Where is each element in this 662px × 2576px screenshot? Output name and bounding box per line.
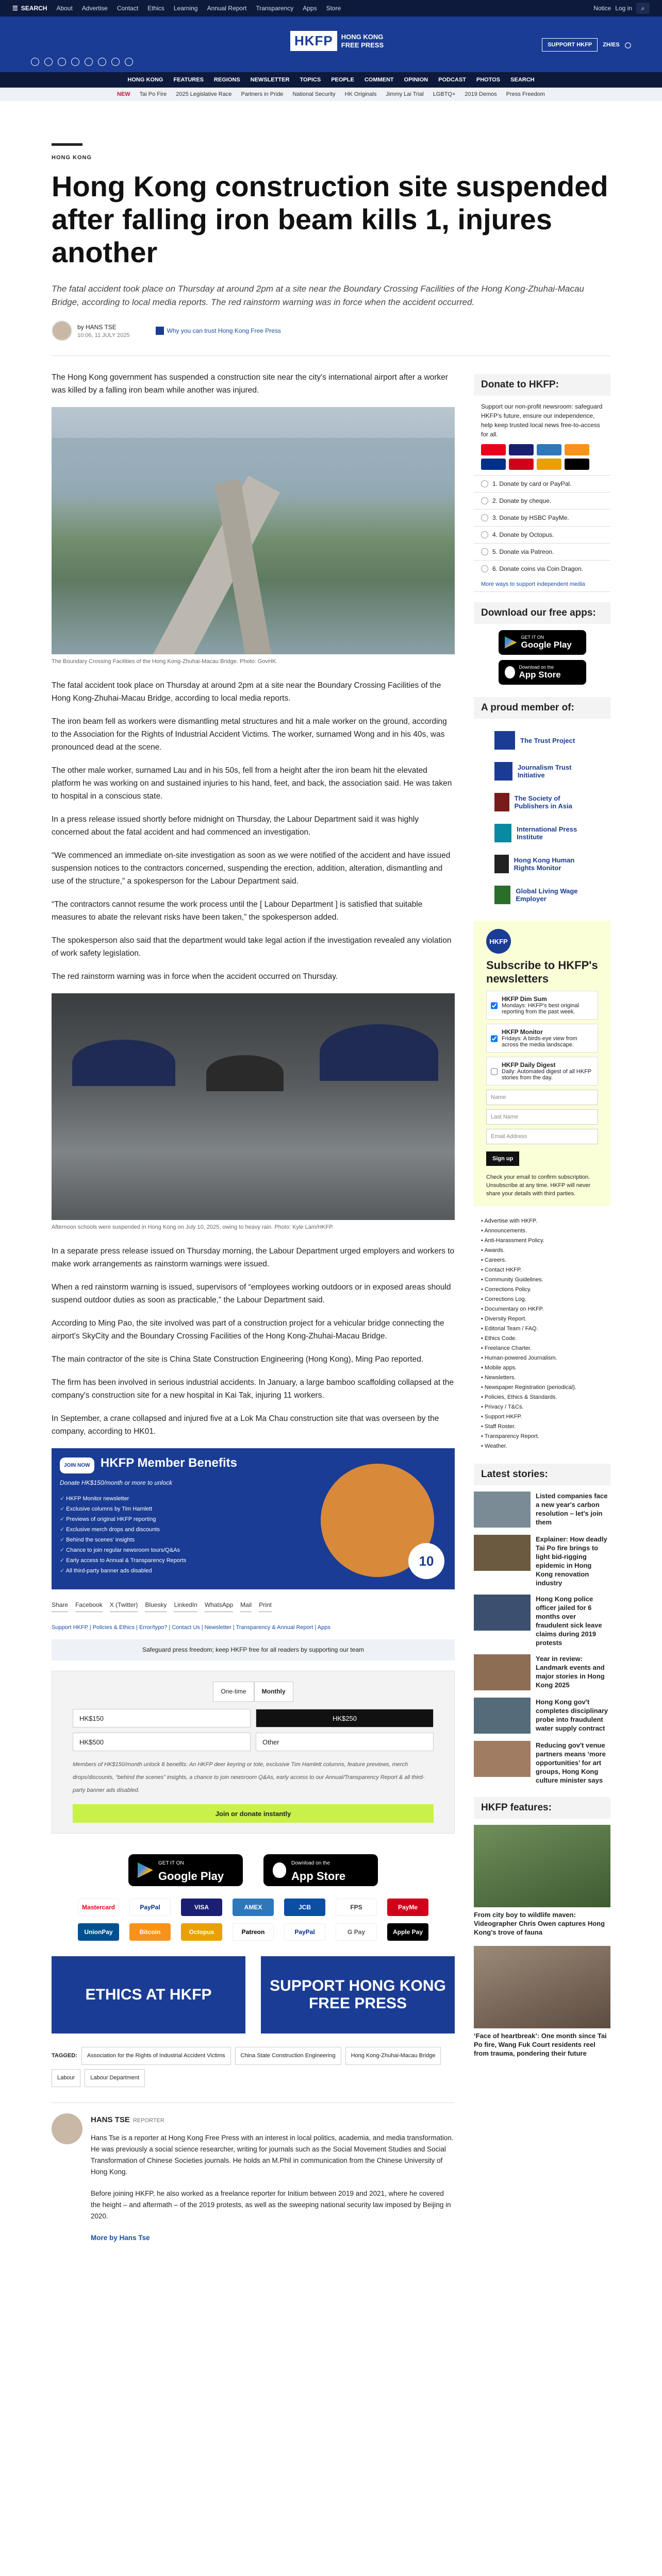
apps-heading: Download our free apps: [474,602,610,624]
story-title: Hong Kong gov't completes disciplinary probe into fraudulent water supply contract [536,1698,608,1732]
trending-item[interactable]: Press Freedom [506,91,545,97]
trust-project-logo [494,731,515,750]
trending-item[interactable]: LGBTQ+ [433,91,456,97]
feature-story[interactable] [474,1946,610,2058]
author-box [52,2103,455,2254]
ipi-logo [494,824,511,842]
about-link[interactable]: • Editorial Team / FAQ. [481,1324,603,1334]
article-body [52,371,455,2254]
trending-item[interactable]: HK Originals [344,91,377,97]
option-label: 3. Donate by HSBC PayMe. [492,514,569,521]
option-label: 6. Donate coins via Coin Dragon. [492,565,584,572]
newsletter-desc: Mondays: HKFP's best original reporting from the past week. [502,1003,580,1015]
about-link[interactable]: • Mobile apps. [481,1363,603,1373]
more-ways-link[interactable]: More ways to support independent media [474,577,610,592]
nav-search[interactable]: SEARCH [510,77,535,83]
newsletter-option[interactable] [486,1057,598,1086]
paragraph: The red rainstorm warning was in force when the accident occurred on Thursday. [52,972,338,981]
badge-small: Download on the [291,1860,330,1866]
payme-icon[interactable]: PayMe [387,1899,428,1916]
promo-cards [52,1956,455,2033]
kicker-rule [52,143,82,146]
donate-option[interactable] [474,492,610,509]
support-card[interactable]: SUPPORT HONG KONG FREE PRESS [261,1956,455,2033]
paragraph: The Hong Kong government has suspended a construction site near the city's international airport after a worker was killed by a falling iron beam while another was injured. [52,373,448,395]
story-title: Year in review: Landmark events and major stories in Hong Kong 2025 [536,1655,605,1689]
figure-rain [52,993,455,1231]
benefit-item: ✓ All third-party banner ads disabled [60,1566,446,1576]
topbar-login[interactable]: Log in [615,5,632,12]
author-bio: Hans Tse is a reporter at Hong Kong Free Press with an interest in local politics, academia, and media transformation. He was previously a social science researcher, writing for journals such as the Social Movement Studies and Social Transformation of Chinese Societies journals. He holds an M.Phil in communication from the Chinese University of Hong Kong. [91,2134,454,2176]
member-org[interactable] [474,787,610,818]
about-link[interactable]: • Advertise with HKFP. [481,1216,603,1226]
newsletter-checkbox[interactable] [491,1029,498,1048]
trust-icon [156,327,164,335]
email-field[interactable]: Email Address [486,1129,598,1144]
logo-line1: HONG KONG [341,32,384,41]
member-org-name: Global Living Wage Employer [516,887,578,903]
benefit-item: ✓ Early access to Annual & Transparency Reports [60,1555,446,1566]
radio-icon [481,531,488,538]
about-link[interactable]: • Privacy / T&Cs. [481,1402,603,1412]
promo-subheading: Donate HK$150/month or more to unlock [60,1479,173,1486]
share-facebook[interactable]: Facebook [75,1599,103,1612]
trending-item[interactable]: 2025 Legislative Race [176,91,232,97]
figure-caption: Afternoon schools were suspended in Hong Kong on July 10, 2025, owing to heavy rain. Photo: Kyle Lam/HKFP. [52,1224,334,1230]
tag-list [52,2047,455,2087]
topbar-link-about[interactable]: About [56,5,73,12]
story-thumbnail [474,1492,531,1528]
features-heading: HKFP features: [474,1797,610,1819]
newsletter-desc: Fridays: A birds-eye view from across the media landscape. [502,1036,577,1048]
paypal-icon [481,459,506,470]
author-photo[interactable] [52,2113,82,2144]
about-link[interactable]: • Diversity Report. [481,1314,603,1324]
story-thumbnail [474,1654,531,1690]
donate-option[interactable] [474,543,610,560]
mastercard-icon[interactable]: Mastercard [78,1899,119,1916]
nav-opinion[interactable]: OPINION [404,77,428,83]
app-store-badge[interactable] [499,660,586,685]
member-org[interactable] [474,849,610,879]
figure-caption: The Boundary Crossing Facilities of the Hong Kong-Zhuhai-Macau Bridge. Photo: GovHK. [52,658,278,665]
tag[interactable]: China State Construction Engineering [235,2047,341,2065]
paypal-icon[interactable]: PayPal [284,1923,325,1941]
nav-hong-kong[interactable]: HONG KONG [127,77,163,83]
search-icon[interactable]: ⌕ [636,3,650,14]
divider [52,355,610,356]
app-store-badge[interactable] [263,1854,378,1886]
support-hkfp-button[interactable]: SUPPORT HKFP [542,38,598,52]
newsletter-checkbox[interactable] [491,1062,498,1081]
story-thumbnail [474,1595,531,1631]
paypal-icon[interactable]: PayPal [129,1899,171,1916]
share-label: Share [52,1599,68,1612]
badge-big: Google Play [521,640,572,650]
author-bio: Before joining HKFP, he also worked as a freelance reporter for Initium between 2019 and 2021, where he covered the height – and aftermath – of the 2019 protests, as well as the sweeping national security law imposed by Beijing in 2020. [91,2190,451,2220]
member-benefits-banner[interactable] [52,1448,455,1589]
tags-label: TAGGED: [52,2053,77,2059]
about-link[interactable]: • Documentary on HKFP. [481,1304,603,1314]
share-whatsapp[interactable]: WhatsApp [205,1599,233,1612]
living-wage-logo [494,886,510,904]
member-org-name: The Trust Project [520,736,575,744]
topbar-link-apps[interactable]: Apps [303,5,317,12]
sidebar-payment-icons [474,439,610,475]
google-play-icon [505,636,517,649]
newsletter-heading: Subscribe to HKFP's newsletters [486,959,598,985]
logo-box: HKFP [290,31,337,51]
option-label: 1. Donate by card or PayPal. [492,480,572,487]
hkfp-round-logo: HKFP [486,929,511,954]
publish-date: 10:06, 11 JULY 2025 [77,332,130,338]
radio-icon [481,480,488,487]
patreon-icon[interactable]: Patreon [233,1923,274,1941]
member-org[interactable] [474,879,610,910]
google-play-badge[interactable] [128,1854,243,1886]
amex-icon[interactable]: AMEX [233,1899,274,1916]
paragraph: “The contractors cannot resume the work process until the [ Labour Department ] is satisfied that suitable measures to abate the relevant risks have been taken,” the spokesperson added. [52,900,423,922]
jcb-icon[interactable]: JCB [284,1899,325,1916]
bitcoin-icon [565,444,589,455]
bitcoin-icon[interactable]: Bitcoin [129,1923,171,1941]
google-play-badge[interactable] [499,630,586,655]
donate-heading: Donate to HKFP: [474,374,610,396]
feature-image [474,1825,610,1907]
badge-small: Download on the [519,665,554,670]
donate-button[interactable]: Join or donate instantly [73,1804,434,1823]
newsletter-name: HKFP Dim Sum [502,995,547,1003]
about-link[interactable]: • Policies, Ethics & Standards. [481,1393,603,1402]
feature-title: ‘Face of heartbreak’: One month since Tai Po fire, Wang Fuk Court residents reel from trauma, pondering their future [474,2032,607,2057]
benefit-item: ✓ Behind the scenes’ insights [60,1535,446,1545]
donate-option[interactable] [474,560,610,577]
latest-heading: Latest stories: [474,1464,610,1485]
about-link[interactable]: • Corrections Policy. [481,1285,603,1295]
topbar-link-learning[interactable]: Learning [173,5,198,12]
story-title: Hong Kong police officer jailed for 6 months over fraudulent sick leave claims during 2019 protests [536,1595,602,1647]
paragraph: The other male worker, surnamed Lau and in his 50s, fell from a height after the iron beam hit the elevated platform he was working on and sustained injuries to his hand, feet, and back, the association said. He was taken to hospital in a conscious state. [52,766,452,801]
share-x[interactable]: X (Twitter) [110,1599,138,1612]
fps-icon[interactable]: FPS [336,1899,377,1916]
story-thumbnail [474,1535,531,1571]
nav-features[interactable]: FEATURES [173,77,204,83]
mastercard-icon [481,444,506,455]
visa-icon [509,444,534,455]
share-print[interactable]: Print [259,1599,272,1612]
paragraph: The iron beam fell as workers were dismantling metal structures and hit a male worker on the ground, according to the Association for the Rights of Industrial Accident Victims. The worker, surnamed Wong and in his 40s, was pronounced dead at the scene. [52,717,447,752]
google-play-icon [138,1862,153,1878]
paragraph: The main contractor of the site is China State Construction Engineering (Hong Kong), Ming Pao reported. [52,1355,424,1364]
amount-option-selected[interactable]: HK$250 [256,1709,434,1727]
member-org-name: Hong Kong Human Rights Monitor [514,856,575,872]
author-name[interactable]: by HANS TSE [77,323,117,331]
about-link[interactable]: • Contact HKFP. [481,1265,603,1275]
benefit-item: ✓ HKFP Monitor newsletter [60,1494,446,1504]
nav-photos[interactable]: PHOTOS [476,77,501,83]
payment-methods [52,1899,455,1941]
search-menu[interactable]: ☰ SEARCH [12,5,47,12]
apple-pay-icon [565,459,589,470]
radio-icon [481,565,488,572]
donate-option[interactable] [474,475,610,492]
member-org[interactable] [474,756,610,787]
benefit-item: ✓ Chance to join regular newsroom tours/Q&As [60,1545,446,1555]
trust-link[interactable] [156,327,281,335]
paragraph: The spokesperson also said that the department would take legal action if the investigation revealed any violation of work safety legislation. [52,936,452,958]
latest-story[interactable] [474,1654,610,1690]
newsletter-name: HKFP Daily Digest [502,1061,556,1069]
badge-big: Google Play [158,1869,224,1883]
trending-bar [0,88,662,101]
sopa-logo [494,793,509,811]
author-avatar[interactable] [52,320,72,341]
member-org[interactable] [474,818,610,849]
option-label: 4. Donate by Octopus. [492,531,554,538]
about-link[interactable]: • Human-powered Journalism. [481,1353,603,1363]
payme-icon [509,459,534,470]
radio-icon [481,548,488,555]
donate-blurb: Support our non-profit newsroom: safeguard HKFP's future, ensure our independence, help keep trusted local news free-to-access for all. [481,403,603,438]
share-mail[interactable]: Mail [240,1599,252,1612]
about-link[interactable]: • Freelance Charter. [481,1344,603,1353]
donate-option[interactable] [474,526,610,543]
share-bluesky[interactable]: Bluesky [145,1599,167,1612]
share-linkedin[interactable]: LinkedIn [174,1599,197,1612]
amount-option[interactable]: HK$150 [73,1709,251,1727]
google-pay-icon[interactable]: G Pay [336,1923,377,1941]
author-role: REPORTER [133,2117,164,2124]
last-name-field[interactable]: Last Name [486,1109,598,1125]
telegram-icon[interactable] [111,58,120,66]
sidebar [474,374,610,2067]
language-switch[interactable]: ZH/ES [603,42,620,48]
about-link[interactable]: • Community Guidelines. [481,1275,603,1285]
member-org-name: Journalism Trust Initiative [517,764,572,779]
article-category[interactable]: HONG KONG [52,155,92,161]
story-title: Listed companies face a new year's carbon resolution – let's join them [536,1492,608,1526]
linkedin-icon[interactable] [98,58,106,66]
article-title: Hong Kong construction site suspended after falling iron beam kills 1, injures another [52,170,608,268]
tag[interactable]: Association for the Rights of Industrial Accident Victims [81,2047,231,2065]
figure-bridge [52,407,455,666]
nav-podcast[interactable]: PODCAST [438,77,466,83]
author-box-name[interactable]: HANS TSE [91,2115,130,2124]
newsletter-option[interactable] [486,1024,598,1053]
tab-one-time[interactable]: One-time [213,1682,254,1702]
jti-logo [494,762,512,781]
paragraph: In a press release issued shortly before midnight on Thursday, the Labour Department said it was highly concerned about the fatal accident and had commenced an investigation. [52,815,419,837]
bridge-photo[interactable] [52,407,455,654]
about-link[interactable]: • Newspaper Registration (periodical). [481,1383,603,1393]
newsletter-desc: Daily: Automated digest of all HKFP stories from the day. [502,1069,592,1081]
about-link[interactable]: • Corrections Log. [481,1295,603,1304]
x-icon[interactable] [44,58,53,66]
latest-story[interactable] [474,1595,610,1647]
badge-big: App Store [291,1869,346,1883]
hkhrm-logo [494,855,509,873]
octopus-icon[interactable]: Octopus [181,1923,222,1941]
story-thumbnail [474,1698,531,1734]
benefit-item: ✓ Exclusive columns by Tim Hamlett [60,1504,446,1514]
logo-line2: FREE PRESS [341,41,384,49]
member-heading: A proud member of: [474,697,610,719]
youtube-icon[interactable] [85,58,93,66]
hamburger-icon: ☰ [12,5,18,12]
newsletter-note: Check your email to confirm subscription. Unsubscribe at any time. HKFP will never share your details with third parties. [486,1174,591,1197]
nav-newsletter[interactable]: NEWSLETTER [250,77,290,83]
option-label: 2. Donate by cheque. [492,497,552,504]
about-link[interactable]: • Ethics Code. [481,1334,603,1344]
topbar-link-store[interactable]: Store [326,5,341,12]
newsletter-signup [474,921,610,1206]
story-thumbnail [474,1741,531,1777]
radio-icon [481,497,488,504]
safeguard-banner[interactable]: Safeguard press freedom; keep HKFP free for all readers by supporting our team [52,1639,455,1660]
tag[interactable]: Labour [52,2069,80,2087]
signup-button[interactable]: Sign up [486,1151,519,1166]
tag[interactable]: Hong Kong-Zhuhai-Macau Bridge [345,2047,441,2065]
trending-label: NEW [117,91,130,97]
topbar-link-ethics[interactable]: Ethics [147,5,164,12]
member-org-name: The Society of Publishers in Asia [514,794,572,810]
latest-story[interactable] [474,1741,610,1785]
about-link[interactable]: • Staff Roster. [481,1422,603,1432]
topbar-link-transparency[interactable]: Transparency [256,5,294,12]
newsletter-checkbox[interactable] [491,996,498,1015]
app-badges [52,1854,455,1886]
nav-topics[interactable]: TOPICS [300,77,321,83]
story-title: Explainer: How deadly Tai Po fire brings to light bid-rigging epidemic in Hong Kong renovation industry [536,1535,607,1587]
paragraph: The fatal accident took place on Thursday at around 2pm at a site near the Boundary Crossing Facilities of the Hong Kong-Zhuhai-Macau Bridge, according to local media reports. [52,681,441,703]
topbar-link-advertise[interactable]: Advertise [81,5,108,12]
nav-people[interactable]: PEOPLE [331,77,354,83]
frequency-toggle [62,1682,444,1702]
nav-regions[interactable]: REGIONS [213,77,240,83]
trust-link-label: Why you can trust Hong Kong Free Press [167,327,281,334]
anniversary-badge: 10 [408,1543,444,1579]
about-link[interactable]: • Newsletters. [481,1373,603,1383]
octopus-icon [537,459,561,470]
social-icons [31,58,133,66]
trending-item[interactable]: Tai Po Fire [139,91,167,97]
about-link[interactable]: • Awards. [481,1246,603,1256]
apple-icon [273,1862,286,1878]
bluesky-icon[interactable] [125,58,133,66]
trending-item[interactable]: Partners in Pride [241,91,284,97]
paragraph: The firm has been involved in serious industrial accidents. In January, a large bamboo scaffolding collapsed at the company's construction site for a new hospital in Kai Tak, injuring 11 workers. [52,1378,454,1400]
about-link[interactable]: • Support HKFP. [481,1412,603,1422]
more-by-author-link[interactable]: More by Hans Tse [91,2234,150,2242]
topbar-link-contact[interactable]: Contact [117,5,139,12]
first-name-field[interactable]: Name [486,1090,598,1105]
visa-icon[interactable]: VISA [181,1899,222,1916]
tag[interactable]: Labour Department [85,2069,145,2087]
benefit-item: ✓ Previews of original HKFP reporting [60,1514,446,1524]
account-icon[interactable]: ◯ [624,42,631,48]
paragraph: When a red rainstorm warning is issued, supervisors of “employees working outdoors or in exposed areas should suspend outdoor duties as soon as practicable,” the Labour Department said. [52,1283,451,1304]
instagram-icon[interactable] [58,58,66,66]
utility-bar [0,0,662,16]
radio-icon [481,514,488,521]
rain-photo[interactable] [52,993,455,1220]
feature-image [474,1946,610,2028]
amount-option[interactable]: HK$500 [73,1733,251,1751]
paragraph: In September, a crane collapsed and injured five at a Lok Ma Chau construction site that was overseen by the company, according to HK01. [52,1414,439,1436]
tab-monthly[interactable]: Monthly [254,1682,293,1702]
about-link[interactable]: • Transparency Report. [481,1432,603,1442]
paragraph: In a separate press release issued on Thursday morning, the Labour Department urged employers and workers to make work arrangements as rainstorm warnings were issued. [52,1247,455,1268]
benefit-item: ✓ Exclusive merch drops and discounts [60,1524,446,1535]
trending-item[interactable]: 2019 Demos [465,91,497,97]
apple-icon [505,666,515,679]
nav-comment[interactable]: COMMENT [364,77,394,83]
article-lede: The fatal accident took place on Thursday at around 2pm at a site near the Boundary Crossing Facilities of the Hong Kong-Zhuhai-Macau Bridge, according to local media reports. The red rainstorm warning was in force when the accident occurred. [52,284,584,307]
article-footer-links[interactable]: Support HKFP | Policies & Ethics | Error/typo? | Contact Us | Newsletter | Transparency & Annual Report | Apps [52,1624,330,1631]
newsletter-name: HKFP Monitor [502,1028,543,1036]
promo-heading: HKFP Member Benefits [100,1456,237,1470]
latest-story[interactable] [474,1698,610,1734]
threads-icon[interactable] [71,58,79,66]
donation-note: Members of HK$150/month unlock 8 benefits: An HKFP deer keyring or tote, exclusive Tim Hamlett columns, feature previews, merch drops/discounts, “behind the scenes” insights, a chance to join newsroom Q&As, early access to our Annual/Transparency Report & all third-party banner ads disabled. [73,1761,425,1793]
feature-title: From city boy to wildlife maven: Videographer Chris Owen captures Hong Kong's trove of fauna [474,1911,605,1936]
newsletter-option[interactable] [486,991,598,1020]
badge-big: App Store [519,670,561,680]
about-link[interactable]: • Weather. [481,1442,603,1451]
option-label: 5. Donate via Patreon. [492,548,554,555]
story-title: Reducing gov't venue partners means ‘more opportunities’ for art groups, Hong Kong culture minister says [536,1741,606,1784]
ethics-card[interactable]: ETHICS AT HKFP [52,1956,245,2033]
trending-item[interactable]: National Security [292,91,336,97]
main-nav [0,72,662,88]
about-links [474,1216,610,1451]
amount-option-other[interactable]: Other [256,1733,434,1751]
paragraph: “We commenced an immediate on-site investigation as soon as we were notified of the accident and have issued suspension notices to the contractors concerned, suspending the erection, addition, alteration, dismantling and use of the structure,” a spokesperson for the Labour Department said. [52,851,451,886]
donate-option[interactable] [474,509,610,526]
apple-pay-icon[interactable]: Apple Pay [387,1923,428,1941]
hkfp-logo[interactable] [290,31,384,51]
badge-small: GET IT ON [158,1860,184,1866]
latest-story[interactable] [474,1535,610,1587]
amount-options [73,1709,434,1751]
join-now-badge[interactable]: JOIN NOW [60,1458,94,1473]
topbar-notice[interactable]: Notice [593,5,611,12]
donation-widget [52,1671,455,1834]
trending-item[interactable]: Jimmy Lai Trial [386,91,424,97]
badge-small: GET IT ON [521,635,544,640]
member-org[interactable] [474,725,610,756]
latest-story[interactable] [474,1492,610,1528]
amex-icon [537,444,561,455]
about-link[interactable]: • Announcements. [481,1226,603,1236]
feature-story[interactable] [474,1825,610,1937]
facebook-icon[interactable] [31,58,39,66]
member-org-name: International Press Institute [517,825,577,841]
topbar-link-annual-report[interactable]: Annual Report [207,5,247,12]
about-link[interactable]: • Careers. [481,1256,603,1265]
share-bar [52,1599,455,1612]
unionpay-icon[interactable]: UnionPay [78,1923,119,1941]
byline [52,320,281,341]
paragraph: According to Ming Pao, the site involved was part of a construction project for a vehicular bridge connecting the airport's SkyCity and the Boundary Crossing Facilities of the Hong Kong-Zhuhai-Macau Bridge. [52,1319,444,1341]
about-link[interactable]: • Anti-Harassment Policy. [481,1236,603,1246]
